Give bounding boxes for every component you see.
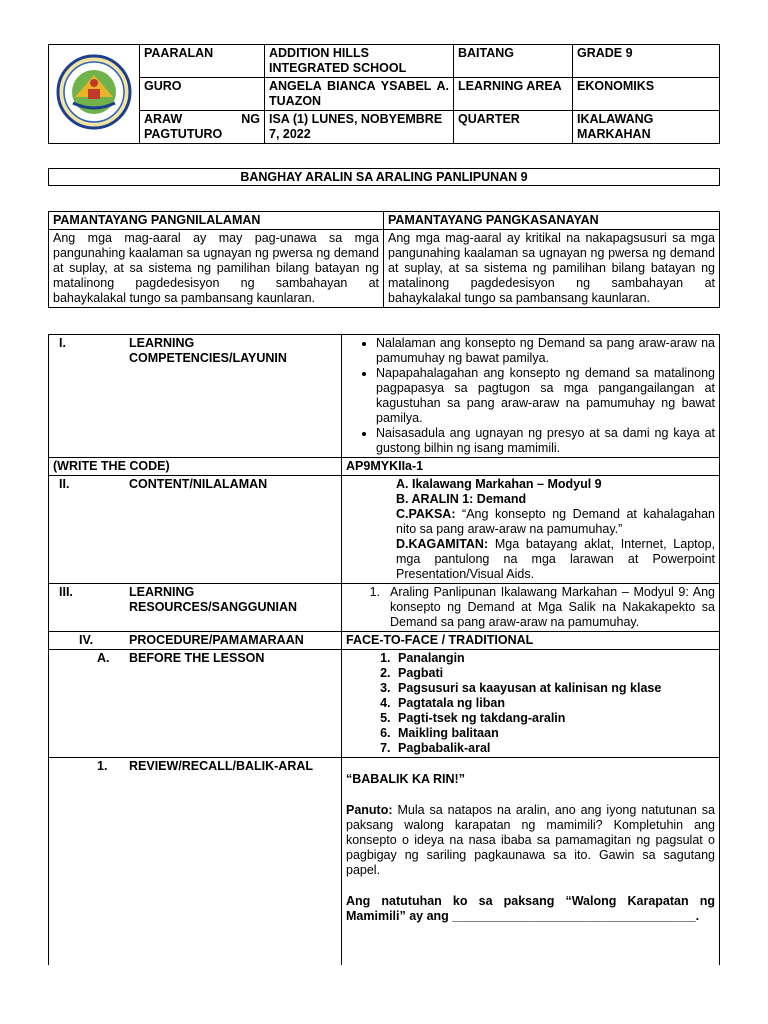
school-seal-icon	[55, 53, 133, 131]
school-logo	[49, 45, 140, 144]
content-d	[396, 537, 715, 582]
standard-heading-performance: PAMANTAYANG PANGKASANAYAN	[384, 212, 720, 230]
value-baitang: GRADE 9	[573, 45, 720, 78]
before-lesson-list	[346, 651, 715, 756]
row-number: II.	[59, 477, 70, 491]
row-number: III.	[59, 585, 73, 599]
row-procedure	[49, 632, 720, 650]
row-before-lesson	[49, 650, 720, 758]
content-c-label: C.PAKSA:	[396, 507, 456, 521]
content-d-text: Mga batayang aklat, Internet, Laptop, mga pantulong na mga larawan at Powerpoint Presentation/Visual Aids.	[396, 537, 715, 581]
procedure-mode: FACE-TO-FACE / TRADITIONAL	[342, 632, 720, 650]
value-paaralan: ADDITION HILLS INTEGRATED SCHOOL	[265, 45, 454, 78]
row-label: PROCEDURE/PAMAMARAAN	[129, 633, 304, 647]
value-araw: ISA (1) LUNES, NOBYEMBRE 7, 2022	[265, 111, 454, 144]
standard-text-content: Ang mga mag-aaral ay may pag-unawa sa mga pangunahing kaalaman sa ugnayan ng pwersa ng demand at suplay, at sa sistema ng pamilihan bilang batayan ng matalinong pagdedesisyon ng sambahayan at bahaykalakal tungo sa pambansang kaunlaran.	[49, 230, 384, 308]
value-learning-area: EKONOMIKS	[573, 78, 720, 111]
row-number: A.	[97, 651, 110, 665]
label-baitang: BAITANG	[454, 45, 573, 78]
row-number: 1.	[97, 759, 108, 773]
activity-heading: “BABALIK KA RIN!”	[346, 772, 465, 786]
standard-text-performance: Ang mga mag-aaral ay kritikal na nakapagsusuri sa mga pangunahing kaalaman sa ugnayan ng pwersa ng demand at suplay, at sa sistema ng pamilihan bilang batayan ng matalinong pagdedesisyon ng sambahayan at bahaykalakal tungo sa pambansang kaunlaran.	[384, 230, 720, 308]
row-label: BEFORE THE LESSON	[129, 651, 265, 665]
row-review	[49, 758, 720, 966]
content-d-label: D.KAGAMITAN:	[396, 537, 489, 551]
list-item: 1. Panalangin	[394, 651, 715, 666]
lesson-plan-table	[48, 334, 720, 965]
document-title: BANGHAY ARALIN SA ARALING PANLIPUNAN 9	[48, 168, 720, 186]
standard-heading-content: PAMANTAYANG PANGNILALAMAN	[49, 212, 384, 230]
list-item: 4. Pagtatala ng liban	[394, 696, 715, 711]
content-b: B. ARALIN 1: Demand	[396, 492, 527, 506]
content-c	[396, 507, 715, 537]
row-resources	[49, 584, 720, 632]
label-paaralan: PAARALAN	[140, 45, 265, 78]
label-araw: ARAW NG PAGTUTURO	[140, 111, 265, 144]
list-item: 6. Maikling balitaan	[394, 726, 715, 741]
row-number: IV.	[79, 633, 94, 647]
content-c-text: “Ang konsepto ng Demand at kahalagahan nito sa pang araw-araw na pamumuhay.”	[396, 507, 715, 536]
content-a: A. Ikalawang Markahan – Modyul 9	[396, 477, 602, 491]
instructions-label: Panuto:	[346, 803, 393, 817]
label-quarter: QUARTER	[454, 111, 573, 144]
competency-list	[346, 336, 715, 456]
instructions-text: Mula sa natapos na aralin, ano ang iyong natutunan sa paksang walong karapatan ng mamimili? Kompletuhin ang konsepto o ideya na nasa ibaba sa pamamagitan ng pagsulat o pagbigay ng sariling pagkaunawa sa ito. Gawin sa sagutang papel.	[346, 803, 715, 877]
activity-prompt: Ang natutuhan ko sa paksang “Walong Karapatan ng Mamimili” ay ang ___________________________________.	[346, 894, 715, 923]
row-number: I.	[59, 336, 66, 350]
value-quarter: IKALAWANG MARKAHAN	[573, 111, 720, 144]
list-item: • Napapahalagahan ang konsepto ng demand sa matalinong pagpapasya sa pagtugon sa mga pangangailangan at kagustuhan sa pang araw-araw na pamumuhay ng bawat pamilya.	[376, 366, 715, 426]
label-learning-area: LEARNING AREA	[454, 78, 573, 111]
row-label: REVIEW/RECALL/BALIK-ARAL	[129, 759, 314, 773]
list-number: 1.	[369, 585, 380, 599]
list-item: 5. Pagti-tsek ng takdang-aralin	[394, 711, 715, 726]
competency-code: AP9MYKIIa-1	[342, 458, 720, 476]
activity-instructions	[346, 803, 715, 878]
row-code	[49, 458, 720, 476]
row-competencies	[49, 335, 720, 458]
row-label: LEARNING COMPETENCIES/LAYUNIN	[129, 336, 287, 365]
list-item: • Nalalaman ang konsepto ng Demand sa pang araw-araw na pamumuhay ng bawat pamilya.	[376, 336, 715, 366]
list-item: 7. Pagbabalik-aral	[394, 741, 715, 756]
list-item: 2. Pagbati	[394, 666, 715, 681]
row-content	[49, 476, 720, 584]
list-item: 3. Pagsusuri sa kaayusan at kalinisan ng klase	[394, 681, 715, 696]
label-guro: GURO	[140, 78, 265, 111]
row-label: (WRITE THE CODE)	[49, 458, 342, 476]
row-label: CONTENT/NILALAMAN	[129, 477, 268, 491]
value-guro: ANGELA BIANCA YSABEL A. TUAZON	[265, 78, 454, 111]
school-info-table	[48, 44, 720, 144]
resource-text: Araling Panlipunan Ikalawang Markahan – Modyul 9: Ang konsepto ng Demand at Mga Salik na Nakakapekto sa Demand sa pang araw-araw na pamumuhay.	[390, 585, 715, 629]
list-item: • Naisasadula ang ugnayan ng presyo at sa dami ng kaya at gustong bilhin ng isang mamimili.	[376, 426, 715, 456]
standards-table	[48, 211, 720, 308]
row-label: LEARNING RESOURCES/SANGGUNIAN	[129, 585, 298, 614]
